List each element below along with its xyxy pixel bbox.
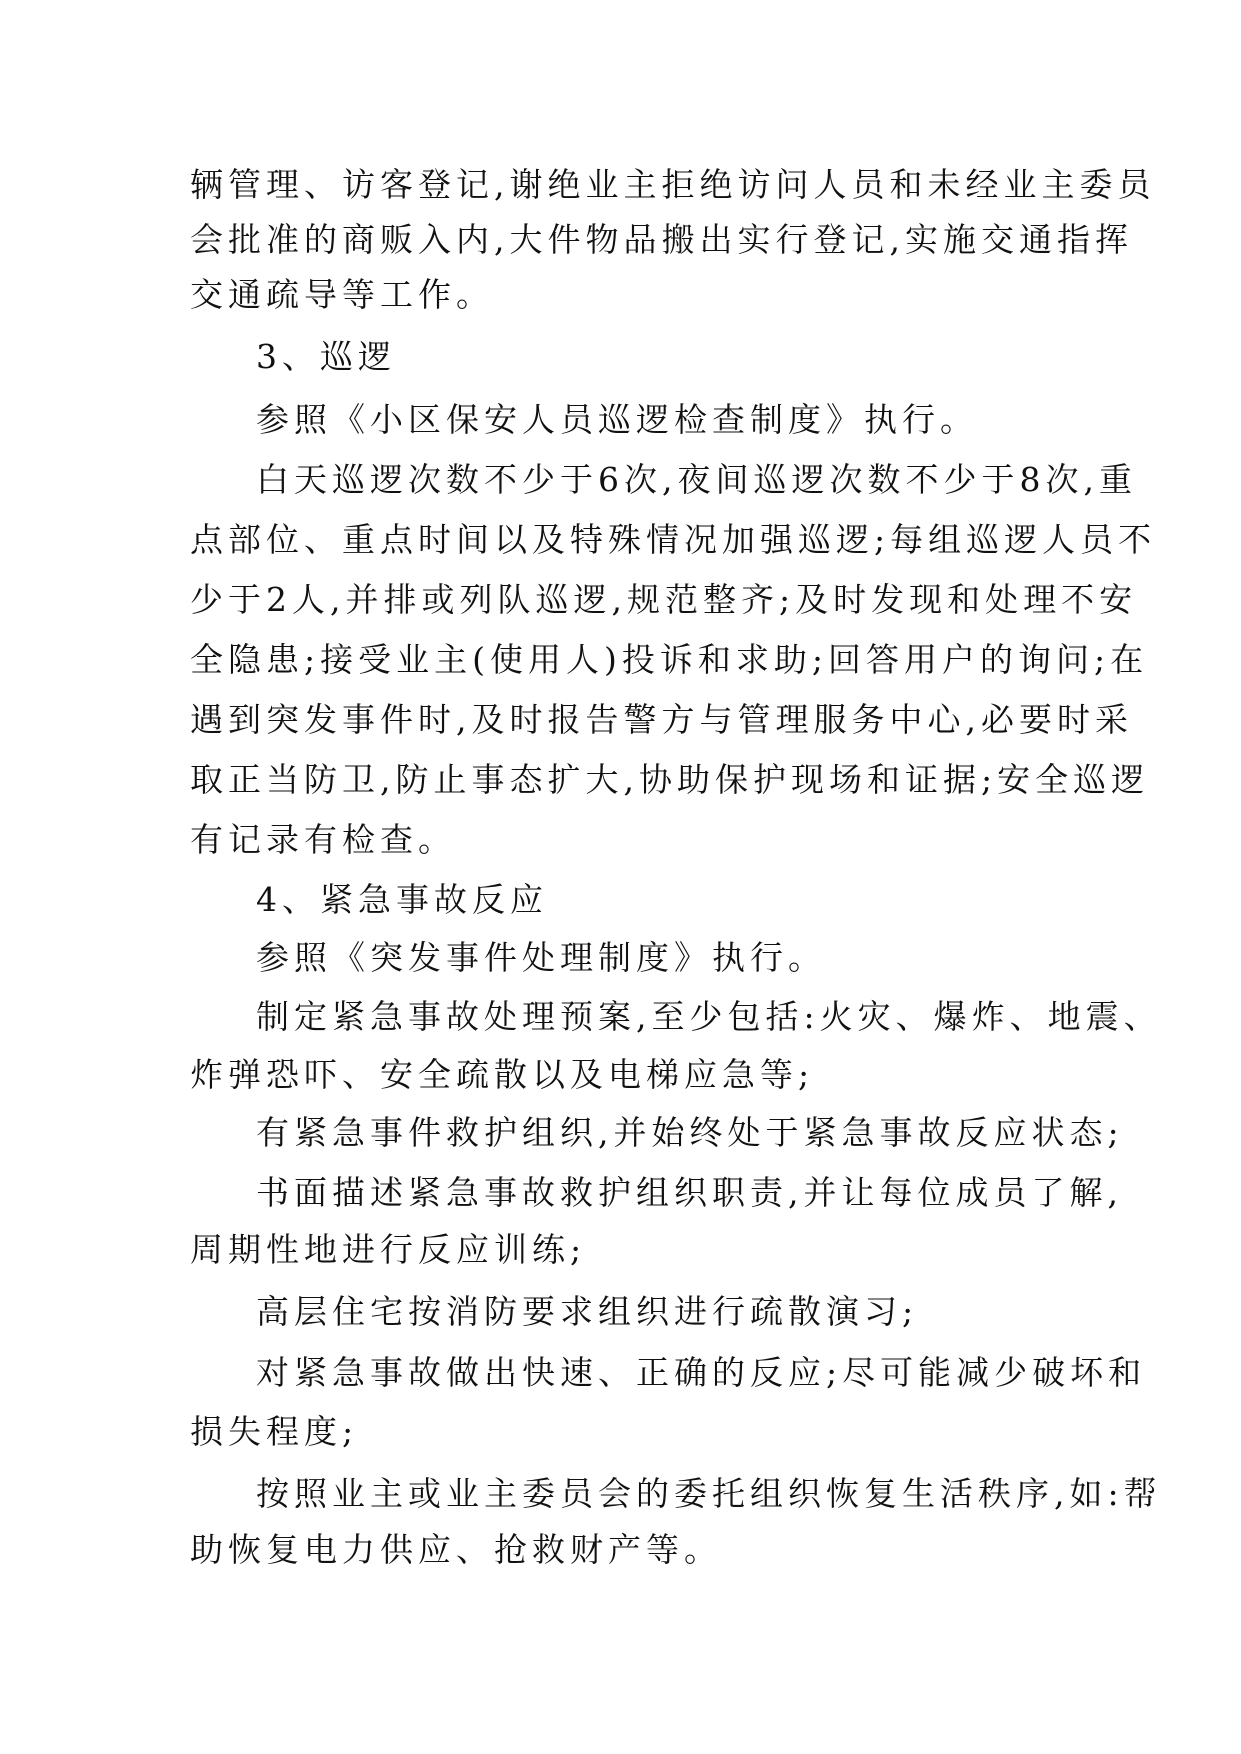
text-line-1: 辆管理、访客登记,谢绝业主拒绝访问人员和未经业主委员 <box>190 165 1156 204</box>
text-line-24: 助恢复电力供应、抢救财产等。 <box>190 1530 722 1569</box>
section-heading-patrol: 3、巡逻 <box>256 337 396 376</box>
text-line-22: 损失程度; <box>190 1412 359 1451</box>
text-line-11: 取正当防卫,防止事态扩大,协助保护现场和证据;安全巡逻 <box>190 760 1150 799</box>
text-line-3: 交通疏导等工作。 <box>190 275 494 314</box>
section-heading-emergency: 4、紧急事故反应 <box>256 880 548 919</box>
text-line-12: 有记录有检查。 <box>190 820 456 859</box>
text-line-10: 遇到突发事件时,及时报告警方与管理服务中心,必要时采 <box>190 700 1133 739</box>
text-line-21: 对紧急事故做出快速、正确的反应;尽可能减少破坏和 <box>256 1353 1147 1392</box>
text-line-2: 会批准的商贩入内,大件物品搬出实行登记,实施交通指挥 <box>190 220 1133 259</box>
text-line-20: 高层住宅按消防要求组织进行疏散演习; <box>256 1292 919 1331</box>
text-line-9: 全隐患;接受业主(使用人)投诉和求助;回答用户的询问;在 <box>190 640 1149 679</box>
text-line-14: 参照《突发事件处理制度》执行。 <box>256 938 826 977</box>
text-line-8: 少于2人,并排或列队巡逻,规范整齐;及时发现和处理不安 <box>190 580 1138 619</box>
text-line-7: 点部位、重点时间以及特殊情况加强巡逻;每组巡逻人员不 <box>190 520 1157 559</box>
text-line-17: 有紧急事件救护组织,并始终处于紧急事故反应状态; <box>256 1113 1124 1152</box>
text-line-18: 书面描述紧急事故救护组织职责,并让每位成员了解, <box>256 1173 1123 1212</box>
text-line-16: 炸弹恐吓、安全疏散以及电梯应急等; <box>190 1055 815 1094</box>
text-line-6: 白天巡逻次数不少于6次,夜间巡逻次数不少于8次,重 <box>256 460 1137 499</box>
text-line-5: 参照《小区保安人员巡逻检查制度》执行。 <box>256 400 978 439</box>
text-line-19: 周期性地进行反应训练; <box>190 1230 587 1269</box>
text-line-15: 制定紧急事故处理预案,至少包括:火灾、爆炸、地震、 <box>256 997 1162 1036</box>
text-line-23: 按照业主或业主委员会的委托组织恢复生活秩序,如:帮 <box>256 1474 1162 1513</box>
